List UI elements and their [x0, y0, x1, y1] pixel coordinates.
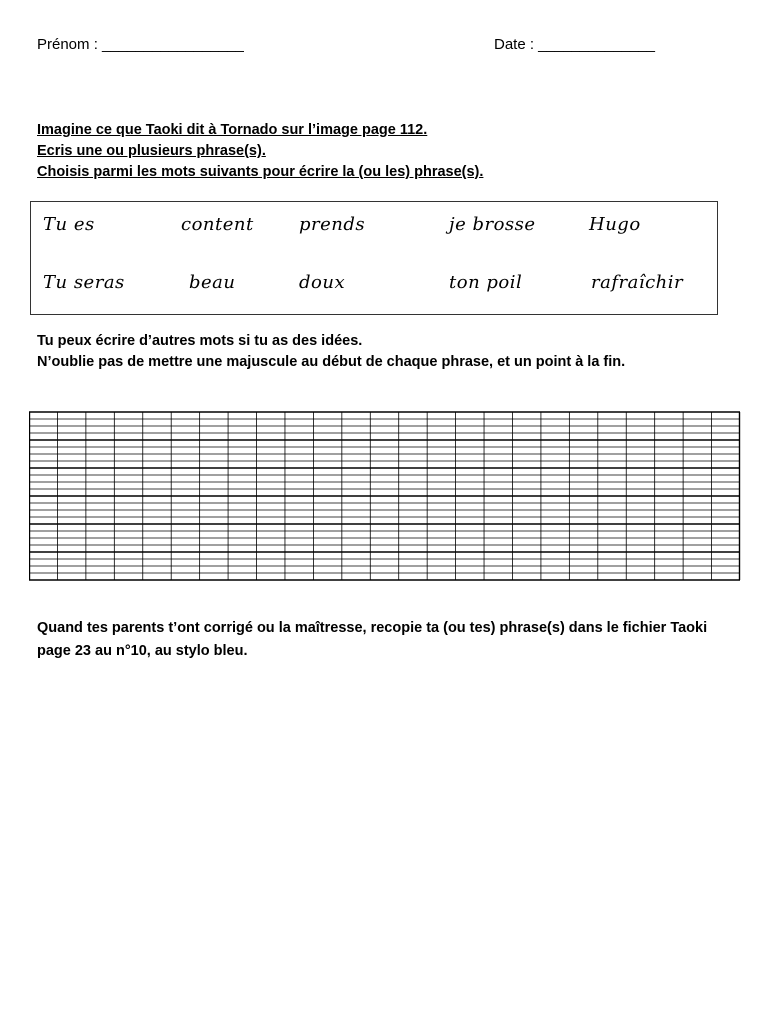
word-item: Tu es — [43, 214, 95, 235]
word-item: Hugo — [589, 214, 641, 235]
hints — [37, 331, 625, 373]
word-item: prends — [299, 214, 366, 235]
word-item: ton poil — [449, 272, 523, 293]
hint-line: N’oublie pas de mettre une majuscule au début de chaque phrase, et un point à la fin. — [37, 354, 626, 370]
instruction-line: Ecris une ou plusieurs phrase(s). — [37, 143, 266, 159]
word-bank — [30, 201, 718, 315]
writing-lines-grid[interactable] — [29, 411, 741, 581]
date-field[interactable]: Date : ______________ — [494, 36, 655, 53]
word-item: rafraîchir — [591, 272, 684, 293]
instruction-line: Imagine ce que Taoki dit à Tornado sur l’image page 112. — [37, 122, 428, 138]
instruction-line: Choisis parmi les mots suivants pour écrire la (ou les) phrase(s). — [37, 164, 484, 180]
word-item: je brosse — [449, 214, 536, 235]
instructions — [37, 120, 483, 183]
word-item: doux — [299, 272, 346, 293]
word-item: beau — [189, 272, 236, 293]
final-instruction: Quand tes parents t’ont corrigé ou la maîtresse, recopie ta (ou tes) phrase(s) dans le fichier Taoki page 23 au n°10, au stylo bleu. — [37, 620, 708, 659]
hint-line: Tu peux écrire d’autres mots si tu as des idées. — [37, 333, 363, 349]
firstname-field[interactable]: Prénom : _________________ — [37, 36, 244, 53]
word-item: Tu seras — [43, 272, 125, 293]
word-item: content — [181, 214, 254, 235]
